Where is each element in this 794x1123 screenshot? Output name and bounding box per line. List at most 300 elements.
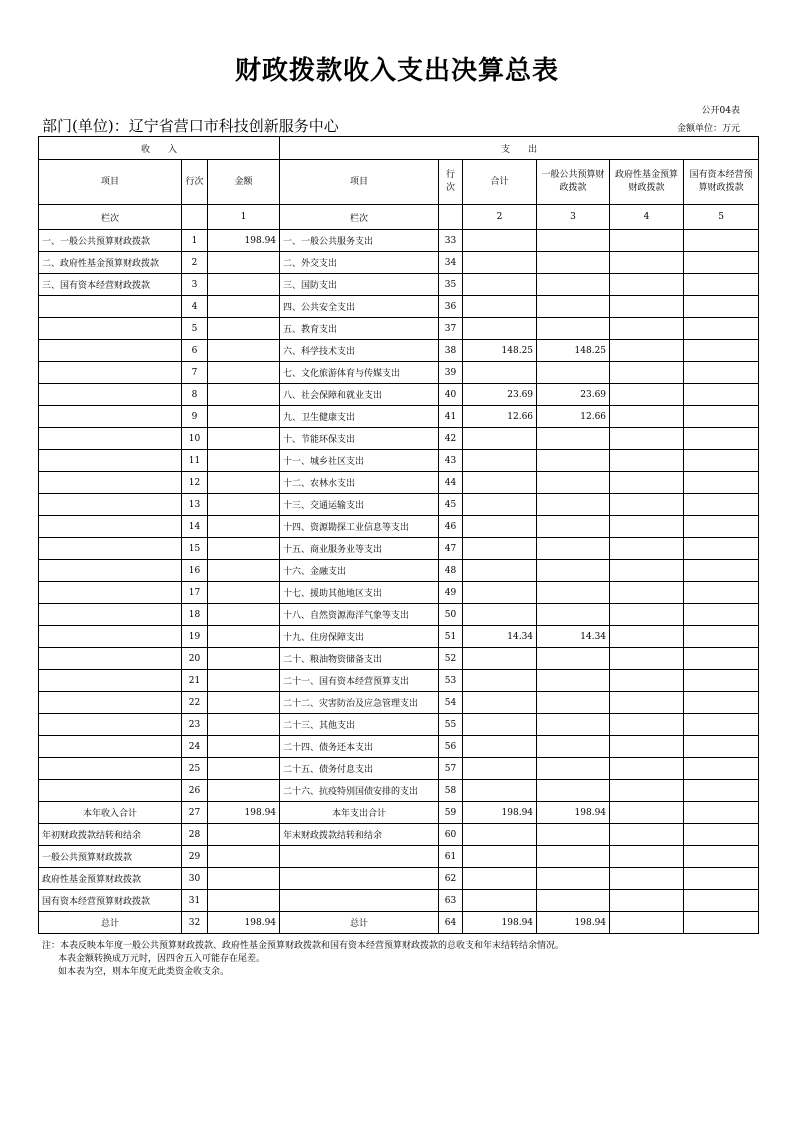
income-amount-cell xyxy=(208,274,280,296)
expense-line-cell: 34 xyxy=(439,252,463,274)
income-item-cell: 二、政府性基金预算财政拨款 xyxy=(39,252,182,274)
income-line-cell: 25 xyxy=(182,758,208,780)
state-capital-cell xyxy=(684,648,759,670)
index-5: 5 xyxy=(684,205,759,230)
state-capital-cell xyxy=(684,428,759,450)
col-income-amount: 金额 xyxy=(208,160,280,205)
general-budget-cell xyxy=(537,736,610,758)
income-amount-cell xyxy=(208,538,280,560)
income-item-cell xyxy=(39,670,182,692)
expense-line-cell: 53 xyxy=(439,670,463,692)
expense-line-cell: 48 xyxy=(439,560,463,582)
general-budget-cell xyxy=(537,890,610,912)
expense-line-cell: 39 xyxy=(439,362,463,384)
income-line-cell: 15 xyxy=(182,538,208,560)
expense-total-cell xyxy=(463,604,537,626)
gov-fund-cell xyxy=(610,714,684,736)
income-amount-cell xyxy=(208,384,280,406)
general-budget-cell xyxy=(537,692,610,714)
state-capital-cell xyxy=(684,758,759,780)
expense-item-cell: 二十四、债务还本支出 xyxy=(280,736,439,758)
general-budget-cell xyxy=(537,516,610,538)
income-item-cell xyxy=(39,296,182,318)
general-budget-cell xyxy=(537,824,610,846)
income-amount-cell: 198.94 xyxy=(208,802,280,824)
state-capital-cell xyxy=(684,362,759,384)
income-amount-cell xyxy=(208,868,280,890)
income-item-cell xyxy=(39,626,182,648)
table-row xyxy=(39,560,759,582)
expense-item-cell: 二十一、国有资本经营预算支出 xyxy=(280,670,439,692)
state-capital-cell xyxy=(684,494,759,516)
expense-line-cell: 56 xyxy=(439,736,463,758)
income-amount-cell xyxy=(208,824,280,846)
expense-item-cell: 年末财政拨款结转和结余 xyxy=(280,824,439,846)
general-budget-cell: 148.25 xyxy=(537,340,610,362)
gov-fund-cell xyxy=(610,472,684,494)
expense-item-cell: 六、科学技术支出 xyxy=(280,340,439,362)
expense-line-cell: 33 xyxy=(439,230,463,252)
general-budget-cell xyxy=(537,296,610,318)
income-amount-cell xyxy=(208,362,280,384)
income-line-cell: 22 xyxy=(182,692,208,714)
expense-line-cell: 57 xyxy=(439,758,463,780)
income-amount-cell xyxy=(208,648,280,670)
income-item-cell xyxy=(39,428,182,450)
income-item-cell xyxy=(39,692,182,714)
expense-item-cell: 十七、援助其他地区支出 xyxy=(280,582,439,604)
gov-fund-cell xyxy=(610,406,684,428)
income-amount-cell xyxy=(208,450,280,472)
general-budget-cell xyxy=(537,252,610,274)
expense-item-cell: 五、教育支出 xyxy=(280,318,439,340)
income-item-cell xyxy=(39,560,182,582)
income-item-cell xyxy=(39,780,182,802)
table-row xyxy=(39,846,759,868)
state-capital-cell xyxy=(684,516,759,538)
table-row xyxy=(39,912,759,934)
form-number: 公开04表 xyxy=(701,106,740,116)
income-item-cell xyxy=(39,494,182,516)
expense-total-cell xyxy=(463,670,537,692)
state-capital-cell xyxy=(684,626,759,648)
expense-line-cell: 35 xyxy=(439,274,463,296)
gov-fund-cell xyxy=(610,890,684,912)
expense-item-cell xyxy=(280,846,439,868)
general-budget-cell: 12.66 xyxy=(537,406,610,428)
expense-item-cell xyxy=(280,890,439,912)
income-line-cell: 11 xyxy=(182,450,208,472)
expense-line-cell: 54 xyxy=(439,692,463,714)
expense-total-cell xyxy=(463,252,537,274)
expense-total-cell xyxy=(463,846,537,868)
income-line-cell: 7 xyxy=(182,362,208,384)
expense-total-cell xyxy=(463,736,537,758)
table-row xyxy=(39,626,759,648)
expense-total-cell xyxy=(463,780,537,802)
general-budget-cell xyxy=(537,780,610,802)
general-budget-cell xyxy=(537,472,610,494)
income-amount-cell xyxy=(208,560,280,582)
table-row xyxy=(39,472,759,494)
index-label-income: 栏次 xyxy=(39,205,182,230)
table-row xyxy=(39,736,759,758)
expense-total-cell xyxy=(463,274,537,296)
table-row xyxy=(39,296,759,318)
income-amount-cell xyxy=(208,252,280,274)
gov-fund-cell xyxy=(610,846,684,868)
expense-total-cell xyxy=(463,648,537,670)
income-line-cell: 9 xyxy=(182,406,208,428)
income-line-cell: 20 xyxy=(182,648,208,670)
expense-line-cell: 64 xyxy=(439,912,463,934)
gov-fund-cell xyxy=(610,626,684,648)
expense-total-cell xyxy=(463,582,537,604)
expense-item-cell: 二十二、灾害防治及应急管理支出 xyxy=(280,692,439,714)
income-line-cell: 24 xyxy=(182,736,208,758)
income-section-header: 收 入 xyxy=(39,137,280,160)
income-line-cell: 26 xyxy=(182,780,208,802)
expense-total-cell xyxy=(463,230,537,252)
income-line-cell: 13 xyxy=(182,494,208,516)
income-amount-cell xyxy=(208,494,280,516)
general-budget-cell xyxy=(537,230,610,252)
table-row xyxy=(39,494,759,516)
income-amount-cell: 198.94 xyxy=(208,230,280,252)
expense-total-cell xyxy=(463,494,537,516)
income-amount-cell xyxy=(208,296,280,318)
income-amount-cell xyxy=(208,846,280,868)
col-income-line: 行次 xyxy=(182,160,208,205)
income-line-cell: 29 xyxy=(182,846,208,868)
income-item-cell xyxy=(39,714,182,736)
expense-item-cell: 二十五、债务付息支出 xyxy=(280,758,439,780)
expense-line-cell: 47 xyxy=(439,538,463,560)
table-row xyxy=(39,274,759,296)
income-line-cell: 19 xyxy=(182,626,208,648)
income-amount-cell xyxy=(208,318,280,340)
table-row xyxy=(39,692,759,714)
income-line-cell: 5 xyxy=(182,318,208,340)
note-2: 本表金额转换成万元时，因四舍五入可能存在尾差。 xyxy=(58,954,266,964)
income-line-cell: 28 xyxy=(182,824,208,846)
income-amount-cell xyxy=(208,780,280,802)
table-row xyxy=(39,516,759,538)
expense-item-cell: 一、一般公共服务支出 xyxy=(280,230,439,252)
expense-item-cell: 十八、自然资源海洋气象等支出 xyxy=(280,604,439,626)
col-expense-line: 行次 xyxy=(439,160,463,205)
gov-fund-cell xyxy=(610,362,684,384)
gov-fund-cell xyxy=(610,538,684,560)
expense-item-cell: 七、文化旅游体育与传媒支出 xyxy=(280,362,439,384)
income-line-cell: 4 xyxy=(182,296,208,318)
income-item-cell: 三、国有资本经营财政拨款 xyxy=(39,274,182,296)
expense-item-cell: 十一、城乡社区支出 xyxy=(280,450,439,472)
expense-line-cell: 59 xyxy=(439,802,463,824)
income-item-cell xyxy=(39,582,182,604)
income-amount-cell xyxy=(208,582,280,604)
expense-line-cell: 42 xyxy=(439,428,463,450)
state-capital-cell xyxy=(684,582,759,604)
table-row xyxy=(39,802,759,824)
income-item-cell xyxy=(39,538,182,560)
general-budget-cell xyxy=(537,714,610,736)
expense-item-cell: 二十六、抗疫特别国债安排的支出 xyxy=(280,780,439,802)
income-amount-cell xyxy=(208,670,280,692)
income-line-cell: 27 xyxy=(182,802,208,824)
header-row-sections xyxy=(39,137,759,160)
expense-line-cell: 55 xyxy=(439,714,463,736)
income-amount-cell xyxy=(208,340,280,362)
expense-line-cell: 60 xyxy=(439,824,463,846)
expense-total-cell xyxy=(463,318,537,340)
table-row xyxy=(39,384,759,406)
income-amount-cell xyxy=(208,516,280,538)
state-capital-cell xyxy=(684,802,759,824)
gov-fund-cell xyxy=(610,648,684,670)
income-item-cell: 政府性基金预算财政拨款 xyxy=(39,868,182,890)
col-expense-item: 项目 xyxy=(280,160,439,205)
income-line-cell: 16 xyxy=(182,560,208,582)
col-income-item: 项目 xyxy=(39,160,182,205)
expense-total-cell xyxy=(463,692,537,714)
state-capital-cell xyxy=(684,692,759,714)
expense-total-cell: 12.66 xyxy=(463,406,537,428)
expense-total-cell: 148.25 xyxy=(463,340,537,362)
income-amount-cell xyxy=(208,604,280,626)
expense-line-cell: 51 xyxy=(439,626,463,648)
index-blank-1 xyxy=(182,205,208,230)
index-label-expense: 栏次 xyxy=(280,205,439,230)
income-item-cell: 总计 xyxy=(39,912,182,934)
fiscal-summary-table xyxy=(38,136,759,934)
income-amount-cell xyxy=(208,890,280,912)
col-general-budget: 一般公共预算财政拨款 xyxy=(537,160,610,205)
index-2: 2 xyxy=(463,205,537,230)
gov-fund-cell xyxy=(610,318,684,340)
index-blank-2 xyxy=(439,205,463,230)
income-amount-cell xyxy=(208,472,280,494)
general-budget-cell xyxy=(537,318,610,340)
expense-total-cell xyxy=(463,868,537,890)
income-amount-cell xyxy=(208,428,280,450)
income-amount-cell xyxy=(208,406,280,428)
income-item-cell: 本年收入合计 xyxy=(39,802,182,824)
expense-total-cell xyxy=(463,472,537,494)
expense-item-cell: 十四、资源勘探工业信息等支出 xyxy=(280,516,439,538)
expense-total-cell xyxy=(463,450,537,472)
general-budget-cell xyxy=(537,758,610,780)
index-3: 3 xyxy=(537,205,610,230)
gov-fund-cell xyxy=(610,912,684,934)
general-budget-cell xyxy=(537,494,610,516)
expense-line-cell: 44 xyxy=(439,472,463,494)
footnotes xyxy=(42,940,564,979)
income-item-cell xyxy=(39,362,182,384)
general-budget-cell: 14.34 xyxy=(537,626,610,648)
table-row xyxy=(39,868,759,890)
expense-item-cell: 九、卫生健康支出 xyxy=(280,406,439,428)
state-capital-cell xyxy=(684,538,759,560)
expense-item-cell: 二十、粮油物资储备支出 xyxy=(280,648,439,670)
expense-total-cell: 23.69 xyxy=(463,384,537,406)
income-line-cell: 14 xyxy=(182,516,208,538)
expense-total-cell xyxy=(463,538,537,560)
gov-fund-cell xyxy=(610,340,684,362)
state-capital-cell xyxy=(684,736,759,758)
state-capital-cell xyxy=(684,296,759,318)
expense-item-cell: 十五、商业服务业等支出 xyxy=(280,538,439,560)
table-row xyxy=(39,824,759,846)
expense-total-cell xyxy=(463,362,537,384)
table-row xyxy=(39,582,759,604)
table-row xyxy=(39,406,759,428)
state-capital-cell xyxy=(684,912,759,934)
table-row xyxy=(39,648,759,670)
income-line-cell: 3 xyxy=(182,274,208,296)
income-line-cell: 21 xyxy=(182,670,208,692)
general-budget-cell xyxy=(537,538,610,560)
gov-fund-cell xyxy=(610,494,684,516)
table-row xyxy=(39,604,759,626)
expense-total-cell xyxy=(463,758,537,780)
income-line-cell: 1 xyxy=(182,230,208,252)
general-budget-cell xyxy=(537,604,610,626)
expense-total-cell: 14.34 xyxy=(463,626,537,648)
general-budget-cell xyxy=(537,582,610,604)
general-budget-cell xyxy=(537,868,610,890)
state-capital-cell xyxy=(684,274,759,296)
income-item-cell xyxy=(39,648,182,670)
gov-fund-cell xyxy=(610,274,684,296)
table-row xyxy=(39,538,759,560)
table-row xyxy=(39,340,759,362)
table-row xyxy=(39,428,759,450)
income-item-cell xyxy=(39,604,182,626)
expense-line-cell: 61 xyxy=(439,846,463,868)
expense-line-cell: 63 xyxy=(439,890,463,912)
income-item-cell xyxy=(39,758,182,780)
general-budget-cell: 198.94 xyxy=(537,912,610,934)
expense-item-cell: 十九、住房保障支出 xyxy=(280,626,439,648)
note-1: 注：本表反映本年度一般公共预算财政拨款、政府性基金预算财政拨款和国有资本经营预算财政拨款的总收支和年末结转结余情况。 xyxy=(42,941,565,951)
gov-fund-cell xyxy=(610,582,684,604)
income-item-cell xyxy=(39,340,182,362)
gov-fund-cell xyxy=(610,296,684,318)
gov-fund-cell xyxy=(610,780,684,802)
income-line-cell: 8 xyxy=(182,384,208,406)
state-capital-cell xyxy=(684,384,759,406)
income-line-cell: 12 xyxy=(182,472,208,494)
expense-item-cell: 十二、农林水支出 xyxy=(280,472,439,494)
gov-fund-cell xyxy=(610,428,684,450)
state-capital-cell xyxy=(684,890,759,912)
gov-fund-cell xyxy=(610,252,684,274)
state-capital-cell xyxy=(684,472,759,494)
expense-total-cell xyxy=(463,560,537,582)
expense-line-cell: 41 xyxy=(439,406,463,428)
income-item-cell: 年初财政拨款结转和结余 xyxy=(39,824,182,846)
gov-fund-cell xyxy=(610,868,684,890)
table-row xyxy=(39,890,759,912)
income-item-cell xyxy=(39,516,182,538)
gov-fund-cell xyxy=(610,736,684,758)
income-line-cell: 6 xyxy=(182,340,208,362)
general-budget-cell: 23.69 xyxy=(537,384,610,406)
income-item-cell xyxy=(39,736,182,758)
index-4: 4 xyxy=(610,205,684,230)
expense-line-cell: 37 xyxy=(439,318,463,340)
income-line-cell: 32 xyxy=(182,912,208,934)
table-row xyxy=(39,450,759,472)
gov-fund-cell xyxy=(610,450,684,472)
expense-line-cell: 50 xyxy=(439,604,463,626)
index-1: 1 xyxy=(208,205,280,230)
expense-item-cell: 二十三、其他支出 xyxy=(280,714,439,736)
state-capital-cell xyxy=(684,230,759,252)
table-row xyxy=(39,252,759,274)
state-capital-cell xyxy=(684,714,759,736)
general-budget-cell xyxy=(537,846,610,868)
state-capital-cell xyxy=(684,406,759,428)
header-row-index xyxy=(39,205,759,230)
expense-line-cell: 58 xyxy=(439,780,463,802)
gov-fund-cell xyxy=(610,516,684,538)
state-capital-cell xyxy=(684,318,759,340)
state-capital-cell xyxy=(684,846,759,868)
expense-total-cell xyxy=(463,824,537,846)
expense-line-cell: 52 xyxy=(439,648,463,670)
expense-item-cell: 本年支出合计 xyxy=(280,802,439,824)
col-state-capital: 国有资本经营预算财政拨款 xyxy=(684,160,759,205)
income-line-cell: 10 xyxy=(182,428,208,450)
state-capital-cell xyxy=(684,868,759,890)
expense-total-cell xyxy=(463,516,537,538)
state-capital-cell xyxy=(684,780,759,802)
expense-total-cell: 198.94 xyxy=(463,802,537,824)
expense-item-cell: 十三、交通运输支出 xyxy=(280,494,439,516)
table-row xyxy=(39,230,759,252)
expense-total-cell xyxy=(463,296,537,318)
table-row xyxy=(39,758,759,780)
header-row-columns xyxy=(39,160,759,205)
expense-item-cell: 三、国防支出 xyxy=(280,274,439,296)
expense-line-cell: 46 xyxy=(439,516,463,538)
income-line-cell: 18 xyxy=(182,604,208,626)
income-item-cell: 一般公共预算财政拨款 xyxy=(39,846,182,868)
col-gov-fund: 政府性基金预算财政拨款 xyxy=(610,160,684,205)
expense-item-cell: 二、外交支出 xyxy=(280,252,439,274)
expense-line-cell: 36 xyxy=(439,296,463,318)
income-item-cell xyxy=(39,384,182,406)
expense-line-cell: 49 xyxy=(439,582,463,604)
col-expense-total: 合计 xyxy=(463,160,537,205)
income-line-cell: 23 xyxy=(182,714,208,736)
income-line-cell: 2 xyxy=(182,252,208,274)
report-title: 财政拨款收入支出决算总表 xyxy=(234,56,559,86)
general-budget-cell xyxy=(537,670,610,692)
expense-item-cell: 总计 xyxy=(280,912,439,934)
table-row xyxy=(39,780,759,802)
table-row xyxy=(39,714,759,736)
general-budget-cell xyxy=(537,560,610,582)
expense-line-cell: 43 xyxy=(439,450,463,472)
income-item-cell xyxy=(39,318,182,340)
state-capital-cell xyxy=(684,560,759,582)
expense-item-cell: 十、节能环保支出 xyxy=(280,428,439,450)
state-capital-cell xyxy=(684,824,759,846)
income-amount-cell xyxy=(208,714,280,736)
